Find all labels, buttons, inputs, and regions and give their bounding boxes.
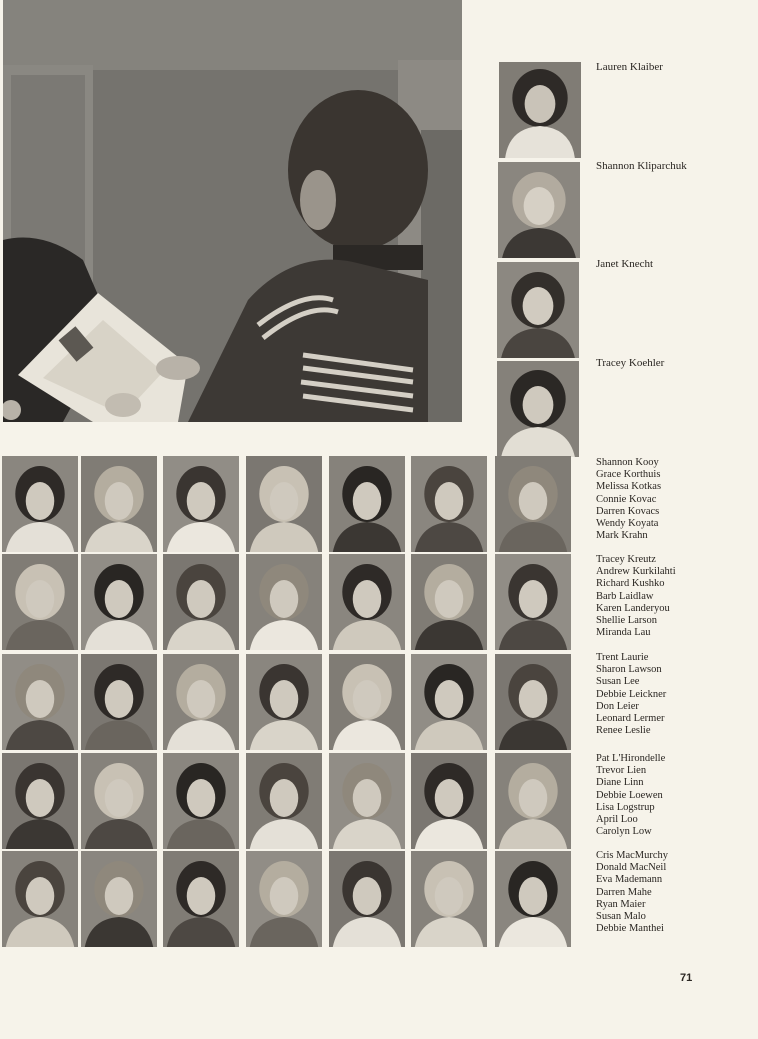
- student-name: Andrew Kurkilahti: [596, 566, 676, 578]
- student-name: Tracey Koehler: [596, 357, 665, 369]
- student-portrait: [2, 851, 78, 947]
- student-name: Barb Laidlaw: [596, 590, 654, 602]
- name-group-row-4: [596, 753, 665, 838]
- student-name: Wendy Koyata: [596, 518, 659, 530]
- student-name: Janet Knecht: [596, 258, 654, 270]
- student-portrait: [2, 554, 78, 650]
- student-name: Susan Lee: [596, 676, 640, 688]
- student-name: Darren Mahe: [596, 886, 652, 898]
- student-name: Karen Landeryou: [596, 602, 670, 614]
- student-name: Richard Kushko: [596, 578, 665, 590]
- student-name: Diane Linn: [596, 777, 644, 789]
- student-name: Shellie Larson: [596, 615, 657, 627]
- student-portrait: [495, 654, 571, 750]
- student-portrait: [411, 554, 487, 650]
- student-name: Melissa Kotkas: [596, 481, 662, 493]
- student-portrait: [163, 753, 239, 849]
- student-portrait: [329, 456, 405, 552]
- student-portrait: [2, 654, 78, 750]
- student-portrait: [495, 753, 571, 849]
- student-portrait: [246, 851, 322, 947]
- student-name: Cris MacMurchy: [596, 850, 669, 861]
- name-group-row-2: [596, 554, 676, 639]
- student-portrait: [81, 753, 157, 849]
- student-portrait: [81, 654, 157, 750]
- student-portrait: [81, 456, 157, 552]
- student-portrait: [411, 851, 487, 947]
- student-name: Trent Laurie: [596, 652, 649, 663]
- student-name: Miranda Lau: [596, 627, 651, 639]
- student-name: Connie Kovac: [596, 493, 657, 505]
- student-portrait: [411, 753, 487, 849]
- student-portrait: [163, 554, 239, 650]
- student-portrait: [163, 456, 239, 552]
- student-name: Donald MacNeil: [596, 862, 667, 874]
- student-name: Lisa Logstrup: [596, 801, 655, 813]
- student-portrait: [81, 851, 157, 947]
- student-name: Susan Malo: [596, 911, 646, 923]
- student-portrait: [329, 753, 405, 849]
- name-group-row-3: [596, 652, 666, 737]
- student-portrait: [495, 851, 571, 947]
- student-portrait: [81, 554, 157, 650]
- student-name: Sharon Lawson: [596, 664, 662, 676]
- student-portrait: [495, 554, 571, 650]
- student-portrait: [246, 554, 322, 650]
- student-portrait: [497, 262, 579, 358]
- name-group-row-5: [596, 850, 668, 935]
- student-name: Eva Mademann: [596, 874, 663, 886]
- student-portrait: [497, 361, 579, 457]
- student-name: Mark Krahn: [596, 530, 648, 542]
- student-portrait: [246, 654, 322, 750]
- student-name: Debbie Loewen: [596, 789, 663, 801]
- student-name: Trevor Lien: [596, 765, 647, 777]
- student-name: Pat L'Hirondelle: [596, 753, 666, 764]
- student-portrait: [499, 62, 581, 158]
- student-name: April Loo: [596, 814, 638, 826]
- student-portrait: [2, 753, 78, 849]
- student-name: Leonard Lermer: [596, 713, 665, 725]
- student-portrait: [411, 654, 487, 750]
- student-portrait: [246, 456, 322, 552]
- student-portrait: [329, 851, 405, 947]
- student-portrait: [2, 456, 78, 552]
- student-portrait: [498, 162, 580, 258]
- student-portrait: [163, 654, 239, 750]
- student-name: Tracey Kreutz: [596, 554, 656, 565]
- student-name: Shannon Kliparchuk: [596, 160, 687, 172]
- student-name: Lauren Klaiber: [596, 61, 663, 73]
- page-number: 71: [680, 972, 693, 984]
- student-name: Shannon Kooy: [596, 457, 659, 468]
- student-name: Debbie Leickner: [596, 688, 667, 700]
- student-portrait: [329, 554, 405, 650]
- student-name: Don Leier: [596, 700, 639, 712]
- student-portrait: [495, 456, 571, 552]
- student-name: Debbie Manthei: [596, 923, 664, 935]
- candid-photo: [3, 0, 462, 422]
- student-portrait: [411, 456, 487, 552]
- student-portrait: [246, 753, 322, 849]
- student-name: Ryan Maier: [596, 898, 646, 910]
- student-name: Grace Korthuis: [596, 469, 661, 481]
- student-portrait: [163, 851, 239, 947]
- name-group-row-1: [596, 457, 661, 542]
- student-name: Carolyn Low: [596, 826, 652, 838]
- student-portrait: [329, 654, 405, 750]
- student-name: Darren Kovacs: [596, 505, 660, 517]
- student-name: Renee Leslie: [596, 725, 651, 737]
